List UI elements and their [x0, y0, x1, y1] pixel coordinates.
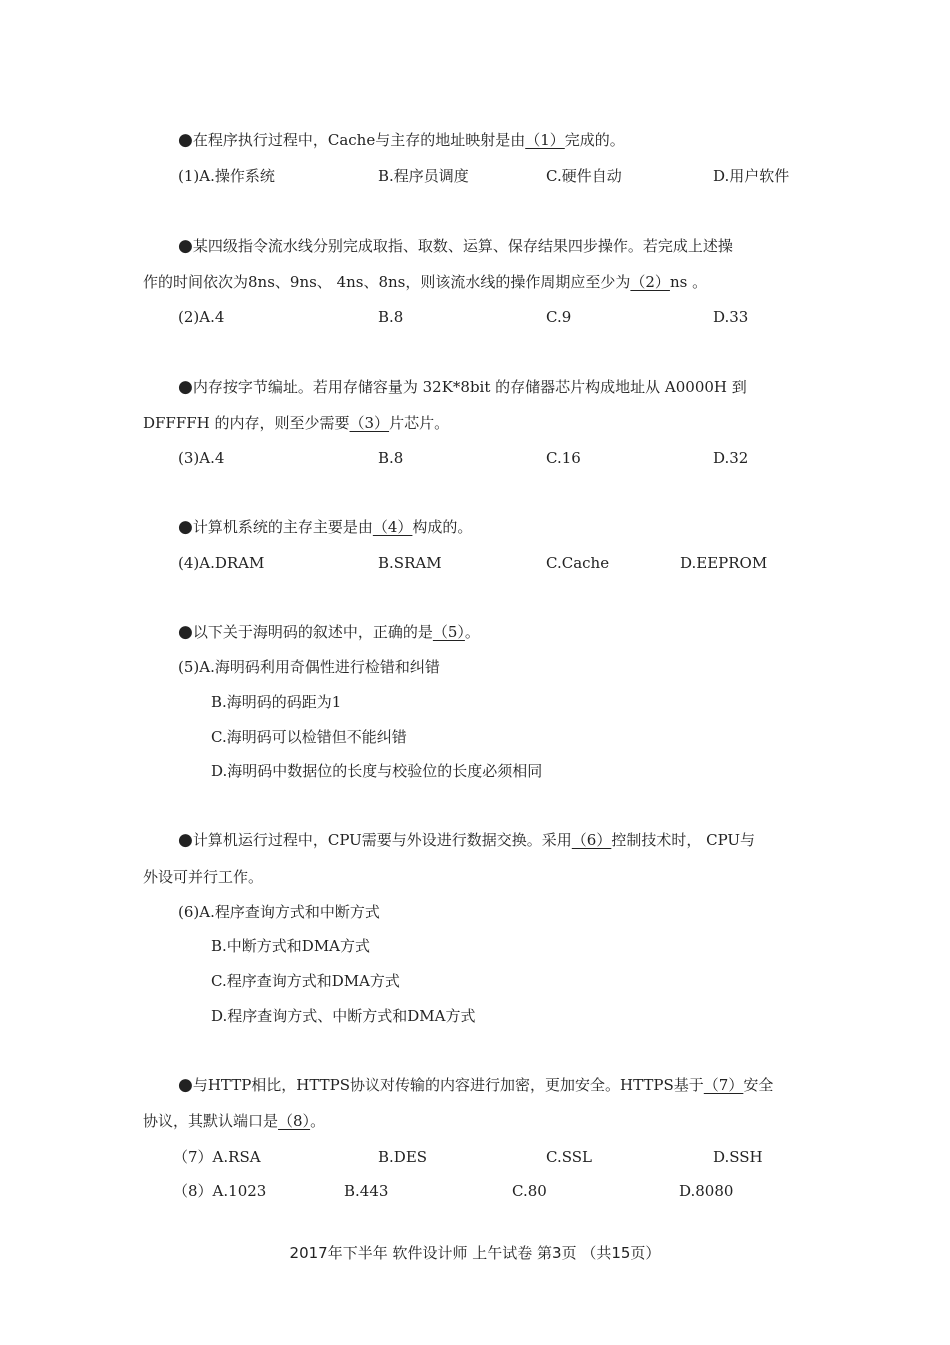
question-2-stem: ●某四级指令流水线分别完成取指、取数、运算、保存结果四步操作。若完成上述操 — [178, 236, 733, 256]
option-b: B.海明码的码距为1 — [211, 693, 342, 711]
option-b: B.443 — [344, 1182, 389, 1200]
answer-blank: （8） — [278, 1112, 311, 1130]
answer-blank: （1） — [525, 131, 565, 149]
question-7-stem-line2: 协议，其默认端口是（8）。 — [143, 1112, 326, 1130]
option-b: B.8 — [378, 308, 404, 326]
option-c: C.80 — [512, 1182, 547, 1200]
bullet-icon: ● — [178, 236, 193, 256]
option-b: B.SRAM — [378, 554, 442, 572]
option-c: C.海明码可以检错但不能纠错 — [211, 728, 407, 746]
option-c: C.Cache — [546, 554, 610, 572]
bullet-icon: ● — [178, 377, 193, 397]
bullet-icon: ● — [178, 830, 193, 850]
question-3-stem: ●内存按字节编址。若用存储容量为 32K*8bit 的存储器芯片构成地址从 A0000H 到 — [178, 377, 747, 397]
option-c: C.SSL — [546, 1148, 592, 1166]
option-c: C.16 — [546, 449, 581, 467]
option-a: (3)A.4 — [178, 449, 225, 467]
bullet-icon: ● — [178, 517, 193, 537]
option-a: (5)A.海明码利用奇偶性进行检错和纠错 — [178, 658, 440, 676]
option-a: (1)A.操作系统 — [178, 167, 275, 185]
option-d: D.海明码中数据位的长度与校验位的长度必须相同 — [211, 762, 543, 780]
option-d: D.程序查询方式、中断方式和DMA方式 — [211, 1007, 476, 1025]
option-d: D.EEPROM — [680, 554, 768, 572]
page-footer: 2017年下半年 软件设计师 上午试卷 第3页 （共15页） — [289, 1244, 661, 1262]
option-d: D.用户软件 — [713, 167, 790, 185]
answer-blank: （3） — [349, 414, 390, 432]
option-a: （7）A.RSA — [173, 1148, 261, 1166]
question-4-stem: ●计算机系统的主存主要是由（4）构成的。 — [178, 517, 473, 537]
answer-blank: （2） — [630, 273, 670, 291]
question-6-stem: ●计算机运行过程中，CPU需要与外设进行数据交换。采用（6）控制技术时， CPU与 — [178, 830, 756, 850]
question-6-stem-line2: 外设可并行工作。 — [143, 868, 264, 886]
question-5-stem: ●以下关于海明码的叙述中，正确的是（5）。 — [178, 622, 480, 642]
option-a: (4)A.DRAM — [178, 554, 265, 572]
option-d: D.33 — [713, 308, 749, 326]
question-7-stem: ●与HTTP相比，HTTPS协议对传输的内容进行加密，更加安全。HTTPS基于（7）安全 — [178, 1075, 774, 1095]
answer-blank: （4） — [372, 518, 413, 536]
answer-blank: （6） — [571, 831, 612, 849]
option-c: C.9 — [546, 308, 572, 326]
question-3-stem-line2: DFFFFH 的内存，则至少需要（3）片芯片。 — [143, 414, 450, 432]
bullet-icon: ● — [178, 130, 193, 150]
option-d: D.8080 — [679, 1182, 734, 1200]
answer-blank: （7） — [703, 1076, 744, 1094]
question-2-stem-line2: 作的时间依次为8ns、9ns、 4ns、8ns，则该流水线的操作周期应至少为（2）ns 。 — [143, 273, 708, 291]
option-d: D.SSH — [713, 1148, 763, 1166]
option-b: B.程序员调度 — [378, 167, 469, 185]
option-a: (6)A.程序查询方式和中断方式 — [178, 903, 380, 921]
option-b: B.DES — [378, 1148, 428, 1166]
question-1-stem: ●在程序执行过程中，Cache与主存的地址映射是由（1）完成的。 — [178, 130, 625, 150]
bullet-icon: ● — [178, 1075, 193, 1095]
option-c: C.硬件自动 — [546, 167, 622, 185]
option-b: B.8 — [378, 449, 404, 467]
bullet-icon: ● — [178, 622, 193, 642]
option-c: C.程序查询方式和DMA方式 — [211, 972, 400, 990]
option-a: （8）A.1023 — [173, 1182, 267, 1200]
answer-blank: （5） — [432, 623, 465, 641]
option-a: (2)A.4 — [178, 308, 225, 326]
option-b: B.中断方式和DMA方式 — [211, 937, 371, 955]
option-d: D.32 — [713, 449, 749, 467]
